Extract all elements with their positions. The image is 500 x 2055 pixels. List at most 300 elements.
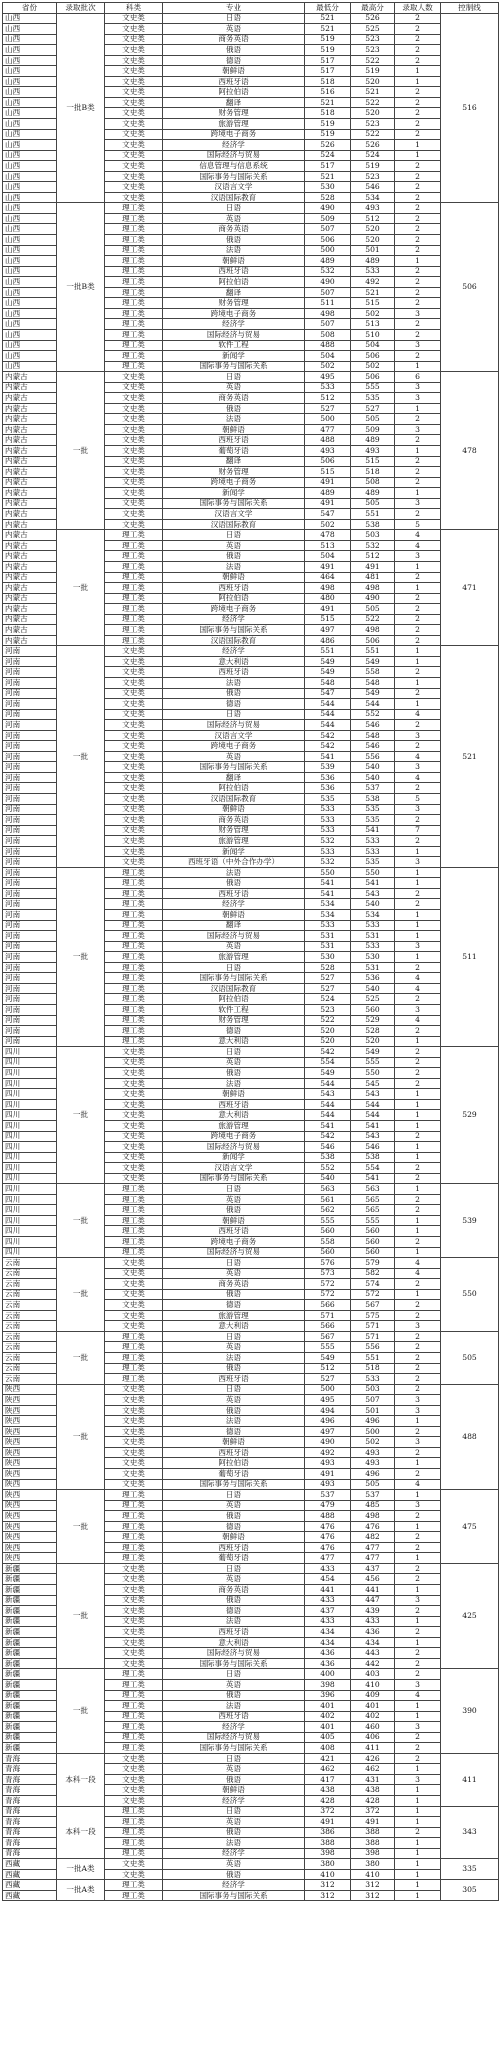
cell-admitted-count: 2	[395, 1331, 441, 1342]
cell-max-score: 388	[351, 1827, 395, 1838]
cell-province: 青海	[3, 1795, 57, 1806]
cell-category: 文史类	[105, 1785, 163, 1796]
cell-major: 汉语国际教育	[163, 519, 305, 530]
cell-province: 新疆	[3, 1679, 57, 1690]
cell-province: 山西	[3, 66, 57, 77]
cell-province: 河南	[3, 825, 57, 836]
cell-min-score: 398	[305, 1848, 351, 1859]
cell-admitted-count: 2	[395, 87, 441, 98]
cell-max-score: 439	[351, 1606, 395, 1617]
cell-min-score: 509	[305, 213, 351, 224]
cell-category: 理工类	[105, 551, 163, 562]
cell-max-score: 556	[351, 1342, 395, 1353]
cell-min-score: 517	[305, 66, 351, 77]
cell-min-score: 489	[305, 256, 351, 267]
cell-category: 理工类	[105, 319, 163, 330]
cell-max-score: 532	[351, 540, 395, 551]
cell-major: 翻译	[163, 920, 305, 931]
cell-admitted-count: 2	[395, 1658, 441, 1669]
cell-major: 法语	[163, 245, 305, 256]
cell-province: 云南	[3, 1289, 57, 1300]
cell-category: 理工类	[105, 530, 163, 541]
cell-category: 文史类	[105, 76, 163, 87]
cell-admitted-count: 1	[395, 1184, 441, 1195]
cell-category: 理工类	[105, 1669, 163, 1680]
cell-min-score: 533	[305, 920, 351, 931]
cell-major: 商务英语	[163, 815, 305, 826]
cell-province: 河南	[3, 815, 57, 826]
cell-admitted-count: 2	[395, 1057, 441, 1068]
cell-province: 山西	[3, 140, 57, 151]
cell-admitted-count: 2	[395, 614, 441, 625]
cell-min-score: 502	[305, 519, 351, 530]
cell-category: 理工类	[105, 1521, 163, 1532]
cell-province: 青海	[3, 1806, 57, 1817]
cell-min-score: 441	[305, 1585, 351, 1596]
cell-min-score: 537	[305, 1490, 351, 1501]
cell-province: 山西	[3, 235, 57, 246]
cell-major: 国际事务与国际关系	[163, 171, 305, 182]
cell-category: 文史类	[105, 1258, 163, 1269]
cell-admitted-count: 1	[395, 1890, 441, 1901]
cell-major: 日语	[163, 1258, 305, 1269]
cell-min-score: 567	[305, 1331, 351, 1342]
cell-min-score: 551	[305, 646, 351, 657]
cell-min-score: 527	[305, 403, 351, 414]
cell-province: 山西	[3, 308, 57, 319]
cell-category: 文史类	[105, 1142, 163, 1153]
cell-admitted-count: 1	[395, 1490, 441, 1501]
cell-category: 文史类	[105, 498, 163, 509]
cell-category: 文史类	[105, 720, 163, 731]
cell-province: 山西	[3, 45, 57, 56]
cell-max-score: 518	[351, 467, 395, 478]
header-category: 科类	[105, 3, 163, 14]
cell-min-score: 571	[305, 1310, 351, 1321]
cell-category: 理工类	[105, 224, 163, 235]
cell-max-score: 521	[351, 287, 395, 298]
cell-province: 云南	[3, 1321, 57, 1332]
cell-admitted-count: 2	[395, 1342, 441, 1353]
cell-admitted-count: 3	[395, 1004, 441, 1015]
cell-admitted-count: 1	[395, 76, 441, 87]
cell-min-score: 492	[305, 1447, 351, 1458]
cell-major: 英语	[163, 1057, 305, 1068]
cell-admitted-count: 2	[395, 161, 441, 172]
cell-batch: 一批	[57, 530, 105, 646]
cell-max-score: 538	[351, 1152, 395, 1163]
cell-admitted-count: 2	[395, 1447, 441, 1458]
cell-major: 经济学	[163, 140, 305, 151]
cell-min-score: 401	[305, 1701, 351, 1712]
cell-max-score: 493	[351, 1447, 395, 1458]
cell-major: 俄语	[163, 878, 305, 889]
cell-province: 河南	[3, 1004, 57, 1015]
cell-min-score: 478	[305, 530, 351, 541]
cell-province: 四川	[3, 1120, 57, 1131]
cell-max-score: 520	[351, 224, 395, 235]
cell-province: 青海	[3, 1753, 57, 1764]
cell-max-score: 520	[351, 235, 395, 246]
cell-admitted-count: 2	[395, 13, 441, 24]
cell-category: 文史类	[105, 1585, 163, 1596]
cell-admitted-count: 2	[395, 741, 441, 752]
cell-category: 理工类	[105, 1184, 163, 1195]
cell-admitted-count: 3	[395, 424, 441, 435]
cell-major: 俄语	[163, 688, 305, 699]
cell-min-score: 372	[305, 1806, 351, 1817]
cell-max-score: 433	[351, 1616, 395, 1627]
admission-score-sheet	[2, 2, 498, 1901]
cell-category: 文史类	[105, 772, 163, 783]
cell-min-score: 500	[305, 1384, 351, 1395]
cell-min-score: 515	[305, 614, 351, 625]
cell-max-score: 571	[351, 1331, 395, 1342]
cell-major: 法语	[163, 867, 305, 878]
cell-min-score: 519	[305, 45, 351, 56]
cell-min-score: 511	[305, 298, 351, 309]
cell-admitted-count: 6	[395, 372, 441, 383]
cell-admitted-count: 2	[395, 319, 441, 330]
cell-category: 理工类	[105, 1194, 163, 1205]
cell-max-score: 520	[351, 1036, 395, 1047]
cell-min-score: 433	[305, 1595, 351, 1606]
cell-category: 文史类	[105, 1321, 163, 1332]
cell-min-score: 402	[305, 1711, 351, 1722]
cell-admitted-count: 7	[395, 825, 441, 836]
cell-max-score: 522	[351, 55, 395, 66]
cell-major: 翻译	[163, 287, 305, 298]
cell-max-score: 462	[351, 1764, 395, 1775]
cell-category: 理工类	[105, 973, 163, 984]
cell-control-line: 305	[441, 1880, 499, 1901]
cell-max-score: 503	[351, 1384, 395, 1395]
cell-admitted-count: 3	[395, 1595, 441, 1606]
cell-major: 汉语国际教育	[163, 192, 305, 203]
cell-province: 内蒙古	[3, 540, 57, 551]
cell-major: 日语	[163, 1384, 305, 1395]
cell-admitted-count: 1	[395, 1785, 441, 1796]
cell-min-score: 433	[305, 1563, 351, 1574]
cell-major: 国际事务与国际关系	[163, 973, 305, 984]
cell-major: 俄语	[163, 1827, 305, 1838]
cell-max-score: 544	[351, 1110, 395, 1121]
cell-max-score: 518	[351, 1363, 395, 1374]
cell-admitted-count: 2	[395, 24, 441, 35]
cell-admitted-count: 3	[395, 382, 441, 393]
cell-province: 云南	[3, 1268, 57, 1279]
cell-min-score: 508	[305, 329, 351, 340]
cell-admitted-count: 2	[395, 1279, 441, 1290]
cell-admitted-count: 4	[395, 530, 441, 541]
cell-category: 文史类	[105, 730, 163, 741]
cell-admitted-count: 1	[395, 1152, 441, 1163]
cell-max-score: 533	[351, 846, 395, 857]
cell-category: 文史类	[105, 1606, 163, 1617]
cell-province: 山西	[3, 24, 57, 35]
cell-category: 文史类	[105, 55, 163, 66]
cell-category: 文史类	[105, 1426, 163, 1437]
cell-min-score: 534	[305, 910, 351, 921]
cell-province: 山西	[3, 340, 57, 351]
cell-major: 西班牙语	[163, 1099, 305, 1110]
cell-min-score: 498	[305, 583, 351, 594]
cell-max-score: 502	[351, 308, 395, 319]
cell-min-score: 380	[305, 1859, 351, 1870]
cell-category: 理工类	[105, 1553, 163, 1564]
cell-max-score: 538	[351, 519, 395, 530]
cell-category: 文史类	[105, 1300, 163, 1311]
cell-min-score: 417	[305, 1774, 351, 1785]
cell-min-score: 488	[305, 1511, 351, 1522]
table-header	[3, 3, 499, 14]
cell-province: 四川	[3, 1152, 57, 1163]
cell-category: 文史类	[105, 97, 163, 108]
cell-control-line: 506	[441, 203, 499, 372]
cell-province: 河南	[3, 741, 57, 752]
cell-category: 理工类	[105, 572, 163, 583]
cell-admitted-count: 4	[395, 1015, 441, 1026]
cell-max-score: 541	[351, 1173, 395, 1184]
cell-major: 英语	[163, 1395, 305, 1406]
cell-max-score: 560	[351, 1226, 395, 1237]
cell-major: 俄语	[163, 1205, 305, 1216]
cell-admitted-count: 2	[395, 604, 441, 615]
cell-province: 陕西	[3, 1490, 57, 1501]
cell-category: 理工类	[105, 1806, 163, 1817]
cell-major: 汉语言文学	[163, 509, 305, 520]
cell-category: 理工类	[105, 1890, 163, 1901]
cell-max-score: 410	[351, 1679, 395, 1690]
cell-admitted-count: 1	[395, 561, 441, 572]
cell-max-score: 544	[351, 1099, 395, 1110]
cell-max-score: 481	[351, 572, 395, 583]
cell-province: 陕西	[3, 1384, 57, 1395]
table-row	[3, 1563, 499, 1574]
cell-province: 云南	[3, 1300, 57, 1311]
cell-category: 文史类	[105, 192, 163, 203]
cell-major: 德语	[163, 1300, 305, 1311]
cell-min-score: 476	[305, 1521, 351, 1532]
cell-category: 文史类	[105, 87, 163, 98]
cell-max-score: 388	[351, 1838, 395, 1849]
cell-max-score: 548	[351, 730, 395, 741]
cell-major: 日语	[163, 1047, 305, 1058]
cell-category: 理工类	[105, 1880, 163, 1891]
cell-min-score: 388	[305, 1838, 351, 1849]
cell-admitted-count: 1	[395, 878, 441, 889]
cell-category: 理工类	[105, 277, 163, 288]
cell-max-score: 540	[351, 983, 395, 994]
cell-batch: 一批B类	[57, 13, 105, 203]
cell-min-score: 519	[305, 34, 351, 45]
cell-max-score: 546	[351, 720, 395, 731]
cell-min-score: 502	[305, 361, 351, 372]
cell-min-score: 544	[305, 709, 351, 720]
cell-major: 俄语	[163, 45, 305, 56]
cell-max-score: 506	[351, 372, 395, 383]
cell-province: 河南	[3, 931, 57, 942]
cell-province: 河南	[3, 688, 57, 699]
cell-admitted-count: 2	[395, 435, 441, 446]
cell-control-line: 478	[441, 372, 499, 530]
cell-max-score: 456	[351, 1574, 395, 1585]
cell-admitted-count: 1	[395, 1616, 441, 1627]
cell-min-score: 532	[305, 266, 351, 277]
cell-min-score: 480	[305, 593, 351, 604]
cell-min-score: 533	[305, 382, 351, 393]
cell-major: 日语	[163, 1806, 305, 1817]
cell-admitted-count: 2	[395, 994, 441, 1005]
cell-min-score: 408	[305, 1743, 351, 1754]
cell-admitted-count: 1	[395, 1711, 441, 1722]
cell-admitted-count: 2	[395, 97, 441, 108]
cell-control-line: 471	[441, 530, 499, 646]
cell-province: 山西	[3, 119, 57, 130]
cell-category: 理工类	[105, 1743, 163, 1754]
cell-admitted-count: 2	[395, 836, 441, 847]
cell-major: 国际事务与国际关系	[163, 1743, 305, 1754]
cell-max-score: 582	[351, 1268, 395, 1279]
cell-major: 俄语	[163, 1289, 305, 1300]
cell-admitted-count: 1	[395, 656, 441, 667]
cell-batch: 一批B类	[57, 203, 105, 372]
cell-major: 西班牙语	[163, 435, 305, 446]
cell-min-score: 538	[305, 1152, 351, 1163]
cell-major: 国际经济与贸易	[163, 1732, 305, 1743]
cell-max-score: 550	[351, 867, 395, 878]
cell-admitted-count: 2	[395, 108, 441, 119]
cell-province: 新疆	[3, 1648, 57, 1659]
cell-category: 理工类	[105, 1205, 163, 1216]
cell-min-score: 528	[305, 192, 351, 203]
cell-admitted-count: 3	[395, 1774, 441, 1785]
cell-max-score: 498	[351, 1511, 395, 1522]
cell-control-line: 390	[441, 1669, 499, 1753]
cell-max-score: 428	[351, 1795, 395, 1806]
cell-admitted-count: 4	[395, 540, 441, 551]
cell-batch: 本科一段	[57, 1806, 105, 1859]
cell-major: 西班牙语	[163, 1711, 305, 1722]
cell-province: 河南	[3, 888, 57, 899]
cell-category: 理工类	[105, 983, 163, 994]
cell-category: 理工类	[105, 614, 163, 625]
cell-min-score: 507	[305, 224, 351, 235]
cell-major: 英语	[163, 1859, 305, 1870]
cell-max-score: 554	[351, 1163, 395, 1174]
cell-max-score: 540	[351, 899, 395, 910]
cell-province: 四川	[3, 1047, 57, 1058]
table-row	[3, 1669, 499, 1680]
cell-max-score: 522	[351, 614, 395, 625]
cell-major: 经济学	[163, 1795, 305, 1806]
cell-admitted-count: 2	[395, 1753, 441, 1764]
cell-major: 国际事务与国际关系	[163, 1890, 305, 1901]
cell-category: 理工类	[105, 583, 163, 594]
cell-province: 山西	[3, 203, 57, 214]
cell-category: 理工类	[105, 1236, 163, 1247]
cell-admitted-count: 3	[395, 1321, 441, 1332]
cell-min-score: 421	[305, 1753, 351, 1764]
cell-major: 信息管理与信息系统	[163, 161, 305, 172]
cell-province: 四川	[3, 1099, 57, 1110]
cell-category: 文史类	[105, 857, 163, 868]
cell-max-score: 482	[351, 1532, 395, 1543]
cell-category: 文史类	[105, 1447, 163, 1458]
cell-admitted-count: 2	[395, 688, 441, 699]
cell-min-score: 572	[305, 1289, 351, 1300]
cell-min-score: 521	[305, 13, 351, 24]
cell-major: 德语	[163, 1606, 305, 1617]
cell-category: 文史类	[105, 1437, 163, 1448]
cell-province: 山西	[3, 319, 57, 330]
cell-major: 葡萄牙语	[163, 445, 305, 456]
cell-min-score: 549	[305, 1068, 351, 1079]
cell-admitted-count: 2	[395, 1563, 441, 1574]
cell-category: 理工类	[105, 213, 163, 224]
cell-batch: 一批	[57, 646, 105, 867]
cell-category: 文史类	[105, 1163, 163, 1174]
cell-max-score: 498	[351, 625, 395, 636]
table-row	[3, 203, 499, 214]
cell-category: 文史类	[105, 456, 163, 467]
cell-major: 英语	[163, 1500, 305, 1511]
cell-province: 新疆	[3, 1627, 57, 1638]
cell-admitted-count: 1	[395, 1553, 441, 1564]
cell-max-score: 503	[351, 530, 395, 541]
cell-major: 俄语	[163, 1869, 305, 1880]
cell-admitted-count: 1	[395, 488, 441, 499]
cell-min-score: 521	[305, 97, 351, 108]
cell-batch: 一批	[57, 1047, 105, 1184]
cell-category: 文史类	[105, 45, 163, 56]
cell-min-score: 566	[305, 1321, 351, 1332]
table-row	[3, 530, 499, 541]
cell-province: 山西	[3, 34, 57, 45]
cell-province: 河南	[3, 656, 57, 667]
cell-max-score: 571	[351, 1321, 395, 1332]
cell-admitted-count: 1	[395, 867, 441, 878]
cell-admitted-count: 4	[395, 983, 441, 994]
cell-max-score: 477	[351, 1553, 395, 1564]
cell-province: 山西	[3, 55, 57, 66]
cell-min-score: 438	[305, 1785, 351, 1796]
cell-max-score: 502	[351, 1437, 395, 1448]
cell-min-score: 547	[305, 509, 351, 520]
cell-min-score: 506	[305, 235, 351, 246]
cell-province: 内蒙古	[3, 445, 57, 456]
cell-admitted-count: 2	[395, 1068, 441, 1079]
cell-admitted-count: 1	[395, 1215, 441, 1226]
table-row	[3, 867, 499, 878]
cell-max-score: 434	[351, 1637, 395, 1648]
cell-control-line: 521	[441, 646, 499, 867]
cell-category: 文史类	[105, 1173, 163, 1184]
cell-major: 西班牙语	[163, 266, 305, 277]
cell-admitted-count: 3	[395, 1395, 441, 1406]
cell-province: 四川	[3, 1236, 57, 1247]
cell-province: 云南	[3, 1258, 57, 1269]
cell-admitted-count: 1	[395, 150, 441, 161]
cell-major: 商务英语	[163, 34, 305, 45]
cell-max-score: 525	[351, 24, 395, 35]
cell-max-score: 406	[351, 1732, 395, 1743]
cell-province: 山西	[3, 224, 57, 235]
cell-category: 文史类	[105, 741, 163, 752]
cell-admitted-count: 2	[395, 329, 441, 340]
cell-province: 河南	[3, 836, 57, 847]
cell-major: 西班牙语	[163, 1447, 305, 1458]
